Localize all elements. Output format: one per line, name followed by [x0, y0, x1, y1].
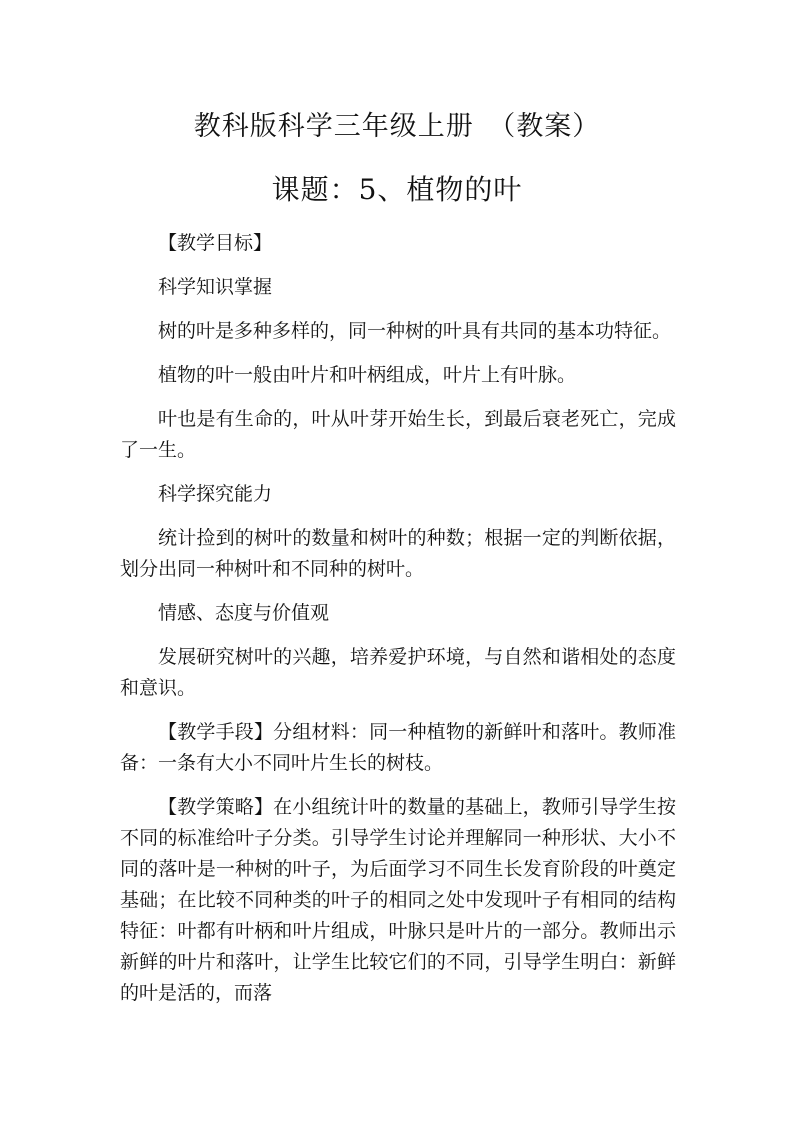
paragraph: 植物的叶一般由叶片和叶柄组成，叶片上有叶脉。	[158, 364, 577, 386]
paragraph: 发展研究树叶的兴趣，培养爱护环境，与自然和谐相处的态度和意识。	[120, 646, 676, 699]
subheading-science-knowledge: 科学知识掌握	[158, 276, 273, 298]
paragraph: 统计捡到的树叶的数量和树叶的种数；根据一定的判断依据，划分出同一种树叶和不同种的树叶。	[120, 527, 676, 580]
paragraph-teaching-means: 【教学手段】分组材料：同一种植物的新鲜叶和落叶。教师准备：一条有大小不同叶片生长的树枝。	[120, 721, 676, 774]
paragraph: 树的叶是多种多样的，同一种树的叶具有共同的基本功特征。	[158, 320, 672, 342]
lesson-subtitle: 课题：5、植物的叶	[271, 173, 523, 206]
section-heading-teaching-goals: 【教学目标】	[158, 232, 273, 254]
document-body	[120, 228, 676, 1021]
subheading-attitude-values: 情感、态度与价值观	[158, 602, 330, 624]
paragraph-teaching-strategy: 【教学策略】在小组统计叶的数量的基础上，教师引导学生按不同的标准给叶子分类。引导学生讨论并理解同一种形状、大小不同的落叶是一种树的叶子，为后面学习不同生长发育阶段的叶奠定基础；在比较不同种类的叶子的相同之处中发现叶子有相同的结构特征：叶都有叶柄和叶片组成，叶脉只是叶片的一部分。教师出示新鲜的叶片和落叶，让学生比较它们的不同，引导学生明白：新鲜的叶是活的，而落	[120, 796, 676, 1004]
paragraph: 叶也是有生命的，叶从叶芽开始生长，到最后衰老死亡，完成了一生。	[120, 408, 676, 461]
document-title: 教科版科学三年级上册 （教案）	[193, 111, 601, 142]
subheading-science-inquiry: 科学探究能力	[158, 483, 273, 505]
